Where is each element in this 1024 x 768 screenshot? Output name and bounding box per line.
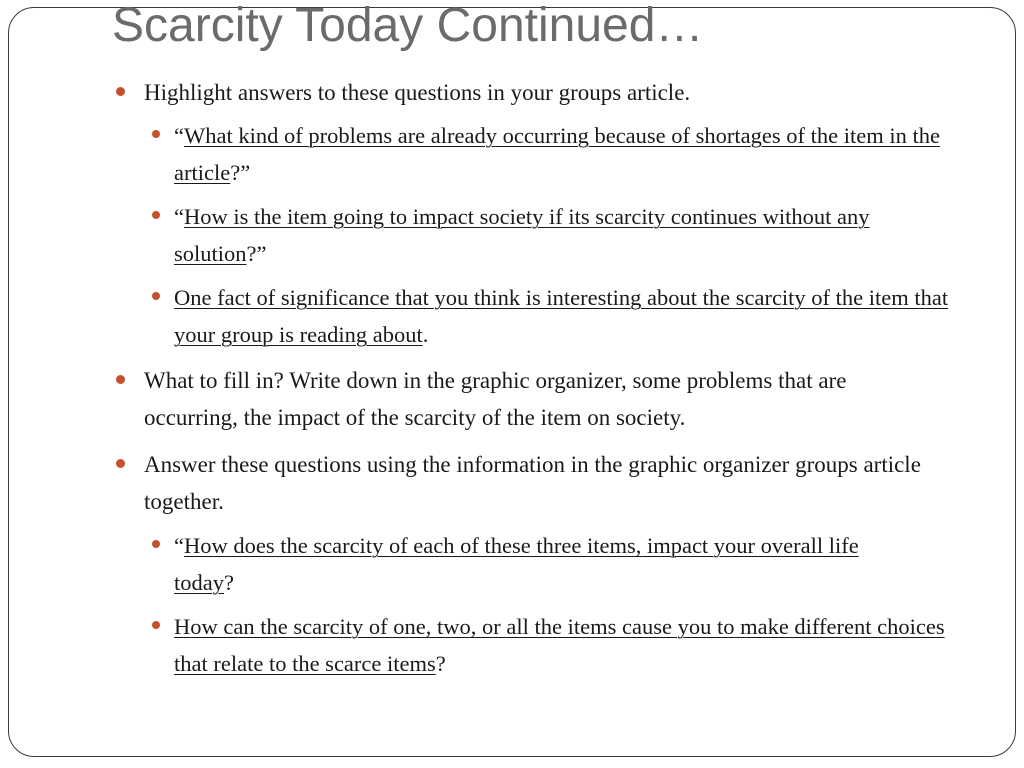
close-punct: ? <box>435 651 446 676</box>
bullet-highlight-answers <box>144 74 944 111</box>
bullet-dot-icon <box>152 540 160 548</box>
bullet-dot-icon <box>116 375 125 384</box>
bullet-dot-icon <box>152 211 160 219</box>
close-punct: . <box>422 322 429 347</box>
open-quote: “ <box>174 204 184 229</box>
bullet-text: What to fill in? Write down in the graphic organizer, some problems that are occurring, the impact of the scarcity of the item on society. <box>144 368 847 430</box>
bullet-dot-icon <box>152 130 160 138</box>
bullet-dot-icon <box>116 459 125 468</box>
underlined-question: What kind of problems are already occurring because of shortages of the item in the article <box>174 123 940 185</box>
slide-title: Scarcity Today Continued… <box>112 0 704 52</box>
bullet-answer-questions <box>144 446 944 520</box>
underlined-question: One fact of significance that you think is interesting about the scarcity of the item that your group is reading about <box>174 285 949 347</box>
bullet-dot-icon <box>116 87 125 96</box>
close-punct: ?” <box>230 160 251 185</box>
sub-bullet-different-choices <box>174 608 964 682</box>
bullet-text: Answer these questions using the information in the graphic organizer groups article together. <box>144 452 921 514</box>
open-quote: “ <box>174 123 184 148</box>
bullet-what-to-fill-in <box>144 362 934 436</box>
sub-bullet-overall-life <box>174 527 914 601</box>
bullet-dot-icon <box>152 621 160 629</box>
close-punct: ?” <box>246 241 267 266</box>
close-punct: ? <box>224 570 234 595</box>
sub-bullet-fact-of-significance <box>174 279 974 353</box>
open-quote: “ <box>174 533 184 558</box>
sub-bullet-problems-occurring <box>174 117 964 191</box>
sub-bullet-impact-society <box>174 198 914 272</box>
bullet-text: Highlight answers to these questions in your groups article. <box>144 80 691 105</box>
underlined-question: How does the scarcity of each of these three items, impact your overall life today <box>174 533 859 595</box>
bullet-dot-icon <box>152 292 160 300</box>
underlined-question: How can the scarcity of one, two, or all the items cause you to make different choices that relate to the scarce items <box>174 614 945 676</box>
underlined-question: How is the item going to impact society if its scarcity continues without any solution <box>174 204 870 266</box>
